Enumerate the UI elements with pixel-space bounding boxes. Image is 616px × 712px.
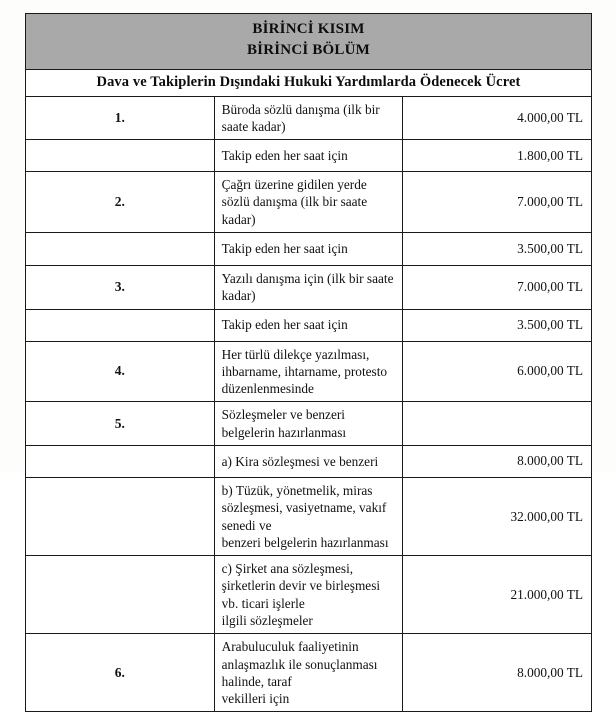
row-number-cell <box>26 309 215 341</box>
description-line: Arabuluculuk faaliyetinin anlaşmazlık ile sonuçlanması halinde, taraf <box>221 639 378 689</box>
row-description-cell <box>214 172 403 233</box>
row-amount-cell: 4.000,00 TL <box>403 96 592 140</box>
row-number-cell: 4. <box>26 341 215 402</box>
row-number-cell <box>26 140 215 172</box>
row-description-cell <box>214 477 403 555</box>
table-row <box>26 341 592 402</box>
table-row <box>26 402 592 446</box>
subtitle-row <box>26 69 592 96</box>
table-row <box>26 477 592 555</box>
description-line: Büroda sözlü danışma (ilk bir saate kadar) <box>221 101 380 134</box>
table-row <box>26 445 592 477</box>
description-line: a) Kira sözleşmesi ve benzeri <box>221 453 379 469</box>
row-number-cell <box>26 233 215 266</box>
description-line: Her türlü dilekçe yazılması, ihbarname, ihtarname, protesto <box>221 346 388 379</box>
row-amount-cell: 3.500,00 TL <box>403 309 592 341</box>
description-line: düzenlenmesinde <box>221 381 314 397</box>
row-amount-cell: 3.500,00 TL <box>403 233 592 266</box>
description-line: Çağrı üzerine gidilen yerde sözlü danışma (ilk bir saate kadar) <box>221 177 368 227</box>
description-line: Yazılı danışma için (ilk bir saate kadar) <box>221 271 394 304</box>
document-title <box>26 14 592 70</box>
row-amount-cell: 32.000,00 TL <box>403 477 592 555</box>
row-amount-cell <box>403 402 592 446</box>
description-line: vekilleri için <box>221 691 290 707</box>
row-number-cell <box>26 556 215 634</box>
table-row <box>26 140 592 172</box>
row-number-cell: 1. <box>26 96 215 140</box>
row-amount-cell: 8.000,00 TL <box>403 445 592 477</box>
tariff-table-body <box>26 14 592 97</box>
table-row <box>26 309 592 341</box>
row-amount-cell: 8.000,00 TL <box>403 634 592 712</box>
row-number-cell: 2. <box>26 172 215 233</box>
description-line: Takip eden her saat için <box>221 148 348 164</box>
row-description-cell <box>214 233 403 266</box>
description-line: c) Şirket ana sözleşmesi, şirketlerin devir ve birleşmesi vb. ticari işlerle <box>221 561 381 611</box>
tariff-rows <box>26 96 592 712</box>
description-line: Takip eden her saat için <box>221 317 348 333</box>
row-number-cell <box>26 477 215 555</box>
description-line: ilgili sözleşmeler <box>221 612 313 628</box>
row-description-cell <box>214 266 403 310</box>
document-subtitle: Dava ve Takiplerin Dışındaki Hukuki Yardımlarda Ödenecek Ücret <box>26 69 592 96</box>
table-row <box>26 233 592 266</box>
row-amount-cell: 6.000,00 TL <box>403 341 592 402</box>
row-number-cell: 5. <box>26 402 215 446</box>
description-line: benzeri belgelerin hazırlanması <box>221 534 389 550</box>
row-description-cell <box>214 402 403 446</box>
row-description-cell <box>214 309 403 341</box>
table-row <box>26 634 592 712</box>
row-number-cell <box>26 445 215 477</box>
table-row <box>26 556 592 634</box>
title-band-row <box>26 14 592 70</box>
description-line: Takip eden her saat için <box>221 241 348 257</box>
row-description-cell <box>214 556 403 634</box>
row-description-cell <box>214 445 403 477</box>
row-description-cell <box>214 341 403 402</box>
row-amount-cell: 21.000,00 TL <box>403 556 592 634</box>
row-description-cell <box>214 634 403 712</box>
row-number-cell: 6. <box>26 634 215 712</box>
table-row <box>26 172 592 233</box>
row-amount-cell: 7.000,00 TL <box>403 172 592 233</box>
row-amount-cell: 7.000,00 TL <box>403 266 592 310</box>
table-row <box>26 96 592 140</box>
row-amount-cell: 1.800,00 TL <box>403 140 592 172</box>
tariff-table <box>25 13 592 712</box>
tariff-table-container <box>25 13 592 712</box>
row-description-cell <box>214 140 403 172</box>
table-row <box>26 266 592 310</box>
row-number-cell: 3. <box>26 266 215 310</box>
row-description-cell <box>214 96 403 140</box>
title-line-2: BİRİNCİ BÖLÜM <box>246 42 371 59</box>
description-line: Sözleşmeler ve benzeri belgelerin hazırlanması <box>221 407 347 440</box>
title-line-1: BİRİNCİ KISIM <box>252 21 365 37</box>
description-line: b) Tüzük, yönetmelik, miras sözleşmesi, vasiyetname, vakıf senedi ve <box>221 482 387 533</box>
